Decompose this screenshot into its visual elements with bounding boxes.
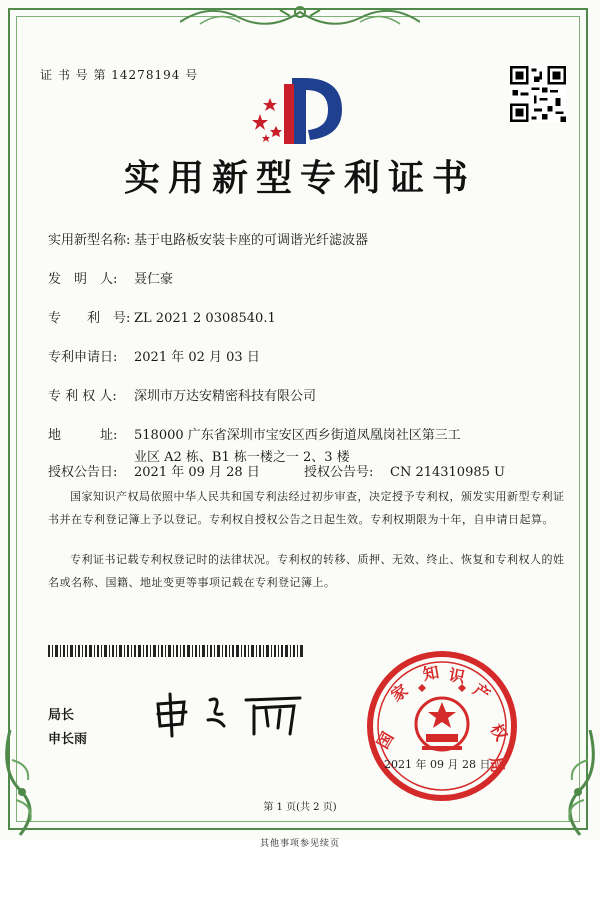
cert-no-suffix: 号 <box>185 68 199 82</box>
svg-text:局: 局 <box>486 755 508 775</box>
patent-number-label: 专 利 号: <box>48 311 131 326</box>
patent-number-value: ZL 2021 2 0308540.1 <box>134 311 276 326</box>
grant-date-value: 2021 年 09 月 28 日 <box>134 465 260 480</box>
utility-name-label: 实用新型名称: <box>48 233 131 248</box>
grant-date-label: 授权公告日: <box>48 465 118 480</box>
filing-date-row <box>48 346 260 365</box>
legal-status-paragraph: 专利证书记载专利权登记时的法律状况。专利权的转移、质押、无效、终止、恢复和专利权人的姓名或名称、国籍、地址变更等事项记载在专利登记簿上。 <box>48 553 565 589</box>
certificate-title: 实用新型专利证书 <box>123 157 476 199</box>
svg-text:产: 产 <box>469 679 494 705</box>
grant-row <box>48 461 505 480</box>
bottom-right-ornament-icon <box>540 730 600 840</box>
official-seal-icon <box>366 650 518 802</box>
address-label: 地 址: <box>48 428 118 443</box>
top-ornament-icon <box>180 2 420 32</box>
cert-no-label: 证 书 号 第 <box>40 68 107 82</box>
svg-text:知: 知 <box>421 662 441 684</box>
cert-no-value: 14278194 <box>111 68 181 82</box>
inventor-label: 发 明 人: <box>48 272 118 287</box>
patentee-label: 专 利 权 人: <box>48 389 117 404</box>
grant-number-value: CN 214310985 U <box>390 465 505 480</box>
qr-code-icon <box>510 66 566 122</box>
svg-text:识: 识 <box>447 665 467 687</box>
utility-name-row <box>48 229 368 248</box>
grant-statement-paragraph: 国家知识产权局依照中华人民共和国专利法经过初步审查，决定授予专利权，颁发实用新型专利证书并在专利登记簿上予以登记。专利权自授权公告之日起生效。专利权期限为十年，自申请日起算。 <box>48 490 565 526</box>
director-name: 申长雨 <box>48 732 88 747</box>
patent-number-row <box>48 307 276 326</box>
director-signature-icon <box>150 690 310 740</box>
svg-text:家: 家 <box>387 680 412 706</box>
address-value-line2: 业区 A2 栋、B1 栋一楼之一 2、3 楼 <box>134 450 350 465</box>
inventor-row <box>48 268 173 287</box>
svg-text:权: 权 <box>486 720 511 744</box>
barcode-icon <box>48 645 304 657</box>
grant-number-label: 授权公告号: <box>304 465 374 480</box>
cnipa-logo-icon <box>248 70 354 152</box>
patentee-row <box>48 385 316 404</box>
page-number: 第 1 页(共 2 页) <box>263 802 337 813</box>
filing-date-label: 专利申请日: <box>48 350 118 365</box>
address-row <box>48 424 461 443</box>
continuation-note: 其他事项参见续页 <box>259 839 340 849</box>
svg-text:国: 国 <box>373 728 398 752</box>
address-value-line1: 518000 广东省深圳市宝安区西乡街道凤凰岗社区第三工 <box>134 428 461 443</box>
director-title: 局长 <box>48 708 75 723</box>
utility-name-value: 基于电路板安装卡座的可调谐光纤滤波器 <box>134 233 369 248</box>
certificate-number <box>40 66 198 83</box>
seal-date: 2021 年 09 月 28 日 <box>384 758 491 771</box>
patentee-value: 深圳市万达安精密科技有限公司 <box>134 389 317 404</box>
inventor-value: 聂仁豪 <box>134 272 174 287</box>
filing-date-value: 2021 年 02 月 03 日 <box>134 350 260 365</box>
